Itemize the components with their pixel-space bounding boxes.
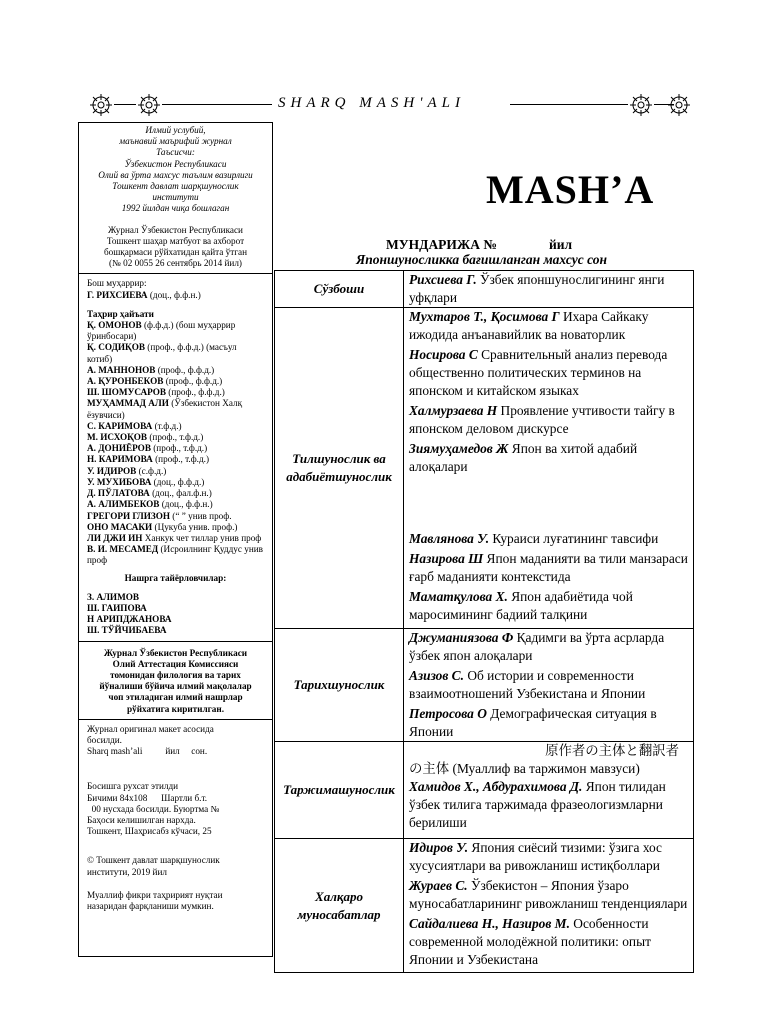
journal-intro: [79, 123, 272, 215]
entry-author: Хамидов Х., Абдурахимова Д.: [409, 779, 583, 794]
member-name: А. МАННОНОВ: [87, 364, 156, 375]
member-info: (доц., ф.ф.д.): [151, 476, 205, 487]
entry-title: Сравнительный анализ перевода общественно политических терминов на японском и китайском языках: [409, 347, 668, 398]
entry-author: Мавлянова У.: [409, 531, 490, 546]
flower-ornament-icon: [668, 94, 690, 116]
entry-title: Япон ва хитой адабий алоқалари: [409, 441, 638, 474]
entry-author: Носирова С: [409, 347, 478, 362]
chief-editor-name: Г. РИХСИЕВА: [87, 289, 148, 300]
board-member: [87, 544, 264, 566]
intro-line: Таъсисчи:: [156, 147, 195, 158]
entry-author: Идиров У.: [409, 840, 469, 855]
entry-title: Япон адабиётида чой маросимининг бадиий талқини: [409, 589, 633, 622]
member-name: Д. ПЎЛАТОВА: [87, 488, 150, 499]
member-name: А. ҚУРОНБЕКОВ: [87, 376, 164, 387]
board-member: [87, 466, 264, 477]
entry-title: Япония сиёсий тизими: ўзига хос хусусиятлари ва ривожланиш истиқболлари: [409, 840, 662, 873]
copyright-line: © Тошкент давлат шарқшунослик: [87, 855, 220, 866]
preparer-name: Ш. ГАИПОВА: [87, 602, 147, 613]
registration-line: Журнал Ўзбекистон Республикаси: [108, 224, 243, 235]
entry-title: Ўзбек японшунослигининг янги уфқлари: [409, 272, 665, 305]
toc-entry[interactable]: [409, 530, 689, 548]
toc-entry[interactable]: [409, 346, 689, 400]
toc-entry[interactable]: [409, 778, 689, 832]
preparer-name: З. АЛИМОВ: [87, 591, 140, 602]
imprint-sidebar: [78, 122, 273, 957]
member-name: В. И. МЕСАМЕД: [87, 544, 159, 555]
entry-title: Особенности современной молодёжной политики: опыт Японии и Узбекистана: [409, 916, 651, 967]
toc-section-row: [275, 629, 694, 742]
toc-entry[interactable]: [409, 839, 689, 875]
section-label: Тилшунослик ва адабиётшунослик: [286, 451, 392, 484]
preparer-name: Ш. ТЎЙЧИБАЕВА: [87, 625, 167, 636]
member-info: (проф., ф.ф.д.): [165, 387, 225, 398]
preparers-label: Нашрга тайёрловчилар:: [124, 572, 227, 583]
board-label: Таҳрир ҳайъати: [87, 308, 154, 319]
toc-entry[interactable]: [409, 629, 689, 665]
toc-section-row: [275, 839, 694, 973]
member-info: (проф., т.ф.д.): [147, 432, 204, 443]
member-name: Ш. ШОМУСАРОВ: [87, 387, 166, 398]
entry-author: Азизов С.: [409, 668, 464, 683]
toc-section-row: [275, 271, 694, 308]
entry-title: Ўзбекистон – Япония ўзаро муносабатларининг ривожланиш тенденциялари: [409, 878, 688, 911]
member-info: (ф.ф.д.) (бош муҳаррир ўринбосари): [87, 320, 236, 342]
member-info: (Ўзбекистон Халқ ёзувчиси): [87, 398, 243, 420]
board-member: [87, 365, 264, 376]
section-entries: [404, 308, 694, 629]
contents-subtitle: Японшуносликка бағишланган махсус сон: [356, 252, 608, 267]
registration-info: [79, 215, 272, 274]
jp-title-line: 原作者の主体と翻訳者: [545, 743, 679, 758]
member-info: (доц., фал.ф.н.): [149, 488, 212, 499]
vak-line: Журнал Ўзбекистон Республикаси: [103, 647, 248, 658]
toc-entry[interactable]: [409, 588, 689, 624]
member-name: Қ. ОМОНОВ: [87, 320, 142, 331]
print-info: [79, 757, 272, 837]
section-name: [275, 308, 404, 629]
member-name: М. ИСХОҚОВ: [87, 432, 148, 443]
vak-line: Олий Аттестация Комиссияси: [112, 658, 239, 669]
toc-entry[interactable]: [409, 550, 689, 586]
board-member: [87, 533, 264, 544]
intro-line: Илмий услубий,: [145, 125, 206, 135]
entry-title: Қадимги ва ўрта асрларда ўзбек япон алоқалари: [409, 630, 665, 663]
member-info: (Исроилнинг Қуддус унив проф: [87, 544, 264, 566]
layout-line: Журнал оригинал макет асосида: [87, 723, 214, 734]
member-info: (“ ” унив проф.: [170, 510, 232, 521]
preparers: [79, 567, 272, 637]
member-info: (с.ф.д.): [136, 465, 167, 476]
editorial-board: [79, 301, 272, 567]
board-member: [87, 387, 264, 398]
member-name: ГРЕГОРИ ГЛИЗОН: [87, 510, 170, 521]
preparer-name: Н АРИПДЖАНОВА: [87, 614, 172, 625]
member-name: ОНО МАСАКИ: [87, 521, 153, 532]
intro-line: Олий ва ўрта махсус таълим вазирлиги: [98, 169, 253, 180]
chief-editor-label: Бош муҳаррир:: [87, 278, 147, 289]
layout-line: Sharq mash’ali йил сон.: [87, 746, 208, 757]
intro-line: 1992 йилдан чиқа бошлаган: [121, 203, 230, 214]
member-info: (проф., ф.ф.д.): [163, 376, 223, 387]
member-name: С. КАРИМОВА: [87, 420, 153, 431]
entry-title: Япон маданияти ва тили манзараси ғарб маданияти контекстида: [409, 551, 688, 584]
copyright-line: институти, 2019 йил: [87, 866, 167, 877]
flower-ornament-icon: [90, 94, 112, 116]
layout-info: [79, 720, 272, 758]
board-member: [87, 454, 264, 465]
board-member: [87, 432, 264, 443]
flower-ornament-icon: [138, 94, 160, 116]
contents-title: [386, 237, 572, 253]
member-info: (проф., ф.ф.д.) (масъул котиб): [87, 342, 237, 364]
vak-notice: [79, 642, 272, 715]
vak-line: йўналиши бўйича илмий мақолалар: [99, 681, 252, 692]
section-name: Таржимашунослик: [275, 742, 404, 839]
toc-entry[interactable]: [409, 667, 689, 703]
contents-table: [274, 270, 694, 973]
banner-rule: [510, 104, 628, 105]
member-info: (Цукуба унив. проф.): [152, 521, 238, 532]
board-member: [87, 477, 264, 488]
entry-author: Маматқулова Х.: [409, 589, 508, 604]
print-line: 00 нусхада босилди. Буюртма №: [87, 803, 220, 814]
entry-title: Кураиси луғатининг тавсифи: [489, 531, 659, 546]
intro-line: Тошкент давлат шарқшунослик: [112, 181, 239, 192]
jp-note: (Муаллиф ва таржимон мавзуси): [449, 761, 640, 776]
board-member: [87, 511, 264, 522]
member-name: Н. КАРИМОВА: [87, 454, 153, 465]
toc-entry[interactable]: [409, 915, 689, 969]
entry-author: Петросова О: [409, 706, 487, 721]
entry-author: Рихсиева Г.: [409, 272, 477, 287]
intro-line: маънавий маърифий журнал: [119, 136, 232, 147]
note-line: Муаллиф фикри таҳририят нуқтаи: [87, 889, 223, 900]
entry-author: Зиямуҳамедов Ж: [409, 441, 509, 456]
entry-title: Демографическая ситуация в Японии: [409, 706, 657, 739]
board-member: [87, 499, 264, 510]
board-member: [87, 376, 264, 387]
print-line: Тошкент, Шаҳрисабз кўчаси, 25: [87, 826, 212, 837]
member-info: (т.ф.д.): [152, 420, 182, 431]
registration-line: бошқармаси рўйхатидан қайта ўтган: [103, 247, 248, 258]
copyright: [79, 837, 272, 877]
entry-author: Сайдалиева Н., Назиров М.: [409, 916, 570, 931]
toc-entry[interactable]: [409, 402, 689, 438]
vak-line: рўйхатига киритилган.: [126, 703, 224, 714]
entry-title: Ихара Сайкаку ижодида анъанавийлик ва новаторлик: [409, 309, 649, 342]
member-name: Қ. СОДИҚОВ: [87, 342, 145, 353]
header-banner: [90, 94, 690, 114]
board-member: [87, 443, 264, 454]
banner-rule: [162, 104, 272, 105]
entry-author: Жураев С.: [409, 878, 468, 893]
intro-line: Ўзбекистон Республикаси: [124, 158, 227, 169]
entry-author: Халмурзаева Н: [409, 403, 498, 418]
board-member: [87, 320, 264, 342]
banner-title: SHARQ MASH'ALI: [278, 95, 465, 111]
print-line: Бичими 84х108 Шартли б.т.: [87, 792, 208, 803]
member-name: А. АЛИМБЕКОВ: [87, 499, 160, 510]
flower-ornament-icon: [630, 94, 652, 116]
board-member: [87, 522, 264, 533]
toc-entry[interactable]: [409, 877, 689, 913]
contents-year-label: йил: [548, 237, 573, 252]
vak-line: чоп этиладиган илмий нашрлар: [108, 692, 243, 703]
entry-title: Проявление учтивости тайгу в японском деловом дискурсе: [409, 403, 675, 436]
contents-label: МУНДАРИЖА №: [386, 237, 497, 252]
print-line: Босишга рухсат этилди: [87, 781, 179, 792]
member-name: У. МУХИБОВА: [87, 476, 152, 487]
entry-title: Об истории и современности взаимоотношений Узбекистана и Японии: [409, 668, 646, 701]
toc-entry[interactable]: [409, 440, 689, 476]
member-name: МУҲАММАД АЛИ: [87, 398, 169, 409]
masthead-title: MASH’A: [486, 167, 655, 212]
registration-line: (№ 02 0055 26 сентябрь 2014 йил): [109, 258, 242, 269]
entry-author: Назирова Ш: [409, 551, 484, 566]
section-name: Халқаро муносабатлар: [275, 839, 404, 973]
entry-author: Мухтаров Т., Қосимова Г: [409, 309, 560, 324]
registration-line: Тошкент шаҳар матбуот ва ахборот: [106, 235, 245, 246]
section-entries: [404, 629, 694, 742]
note-line: назаридан фарқланиши мумкин.: [87, 900, 214, 911]
board-member: [87, 421, 264, 432]
section-entries: [404, 742, 694, 839]
toc-entry[interactable]: [409, 308, 689, 344]
banner-rule: [114, 104, 136, 105]
member-info: (проф., т.ф.д.): [150, 443, 208, 454]
section-name: Сўзбоши: [275, 271, 404, 308]
toc-entry[interactable]: [409, 705, 689, 741]
member-name: ЛИ ДЖИ ИН: [87, 532, 143, 543]
entry-title: Япон тилидан ўзбек тилига таржимада фразеологизмларни берилиши: [409, 779, 666, 830]
section-name: Тарихшунослик: [275, 629, 404, 742]
member-info: (доц., ф.ф.н.): [159, 499, 213, 510]
board-member: [87, 342, 264, 364]
jp-title-line2: の主体: [409, 761, 450, 776]
member-name: А. ДОНИЁРОВ: [87, 443, 151, 454]
layout-line: босилди.: [87, 734, 122, 745]
toc-entry[interactable]: [409, 271, 689, 307]
toc-section-row: [275, 742, 694, 839]
print-line: Баҳоси келишилган нархда.: [87, 814, 196, 825]
entry-author: Джуманиязова Ф: [409, 630, 514, 645]
board-member: [87, 398, 264, 420]
member-name: У. ИДИРОВ: [87, 465, 137, 476]
vak-line: томонидан филология ва тарих: [110, 669, 241, 680]
toc-section-row: [275, 308, 694, 629]
member-info: Ханкук чет тиллар унив проф: [142, 532, 262, 543]
toc-entry[interactable]: [409, 760, 689, 778]
intro-line: институти: [152, 192, 199, 203]
author-note: [79, 878, 272, 912]
chief-editor: [79, 274, 272, 300]
section-entries: [404, 271, 694, 308]
section-entries: [404, 839, 694, 973]
chief-editor-degree: (доц., ф.ф.н.): [147, 289, 201, 300]
board-member: [87, 488, 264, 499]
member-info: (проф., ф.ф.д.): [155, 364, 215, 375]
member-info: (проф., т.ф.д.): [152, 454, 210, 465]
